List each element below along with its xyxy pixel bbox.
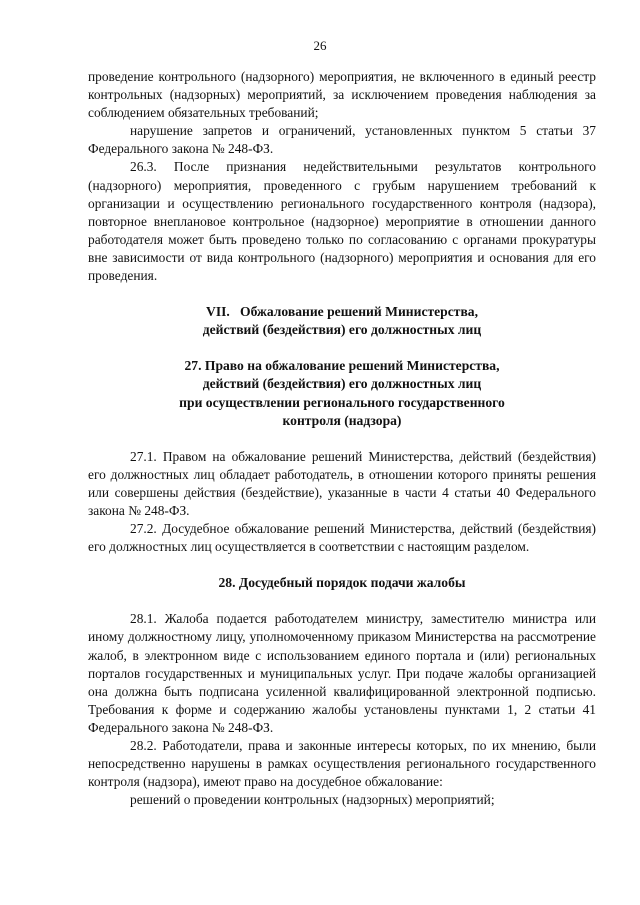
spacer <box>88 285 596 303</box>
document-body <box>88 68 596 809</box>
paragraph-28-1: 28.1. Жалоба подается работодателем министру, заместителю министра или иному должностному лицу, уполномоченному приказом Министерства на рассмотрение жалоб, в электронном виде с использованием единого портала и (или) региональных порталов государственных и муниципальных услуг. При подаче жалобы организацией она должна быть подписана усиленной квалифицированной электронной подписью. Требования к форме и содержанию жалобы установлены пунктами 1, 2 статьи 41 Федерального закона № 248-ФЗ. <box>88 611 596 735</box>
paragraph-28-2: 28.2. Работодатели, права и законные интересы которых, по их мнению, были непосредственно нарушены в рамках осуществления регионального государственного контроля (надзора), имеют право на досудебное обжалование: <box>88 738 596 790</box>
page-number: 26 <box>313 38 327 53</box>
paragraph-continuation: проведение контрольного (надзорного) мероприятия, не включенного в единый реестр контрольных (надзорных) мероприятий, за исключением проведения наблюдения за соблюдением обязательных требований; <box>88 69 596 121</box>
paragraph-27-2: 27.2. Досудебное обжалование решений Министерства, действий (бездействия) его должностных лиц осуществляется в соответствии с настоящим разделом. <box>88 521 596 555</box>
paragraph-26-3: 26.3. После признания недействительными результатов контрольного (надзорного) мероприятия, проведенного с грубым нарушением требований к организации и осуществлению регионального государственного контроля (надзора), повторное внеплановое контрольное (надзорное) мероприятие в отношении данного работодателя может быть проведено только по согласованию с органами прокуратуры вне зависимости от вида контрольного (надзорного) мероприятия и основания для его проведения. <box>88 159 596 284</box>
spacer <box>88 430 596 448</box>
section-heading-line: при осуществлении регионального государственного <box>179 394 505 410</box>
chapter-heading-line: VII. Обжалование решений Министерства, <box>206 304 478 320</box>
section-27-heading <box>88 357 596 429</box>
paragraph-violation-item: нарушение запретов и ограничений, установленных пунктом 5 статьи 37 Федерального закона № 248-ФЗ. <box>88 123 596 157</box>
section-heading-line: 27. Право на обжалование решений Министерства, <box>184 358 500 374</box>
spacer <box>88 592 596 610</box>
chapter-heading-line: действий (бездействия) его должностных лиц <box>202 322 482 338</box>
paragraph-27-1: 27.1. Правом на обжалование решений Министерства, действий (бездействия) его должностных лиц обладает работодатель, в отношении которого приняты решения или совершены действия (бездействие), указанные в части 4 статьи 40 Федерального закона № 248-ФЗ. <box>88 448 596 518</box>
section-28-heading: 28. Досудебный порядок подачи жалобы <box>218 575 466 591</box>
chapter-heading <box>88 303 596 339</box>
spacer <box>88 339 596 357</box>
section-heading-line: контроля (надзора) <box>282 412 402 428</box>
paragraph-appeal-item: решений о проведении контрольных (надзорных) мероприятий; <box>130 792 495 808</box>
section-heading-line: действий (бездействия) его должностных лиц <box>202 376 482 392</box>
spacer <box>88 556 596 574</box>
